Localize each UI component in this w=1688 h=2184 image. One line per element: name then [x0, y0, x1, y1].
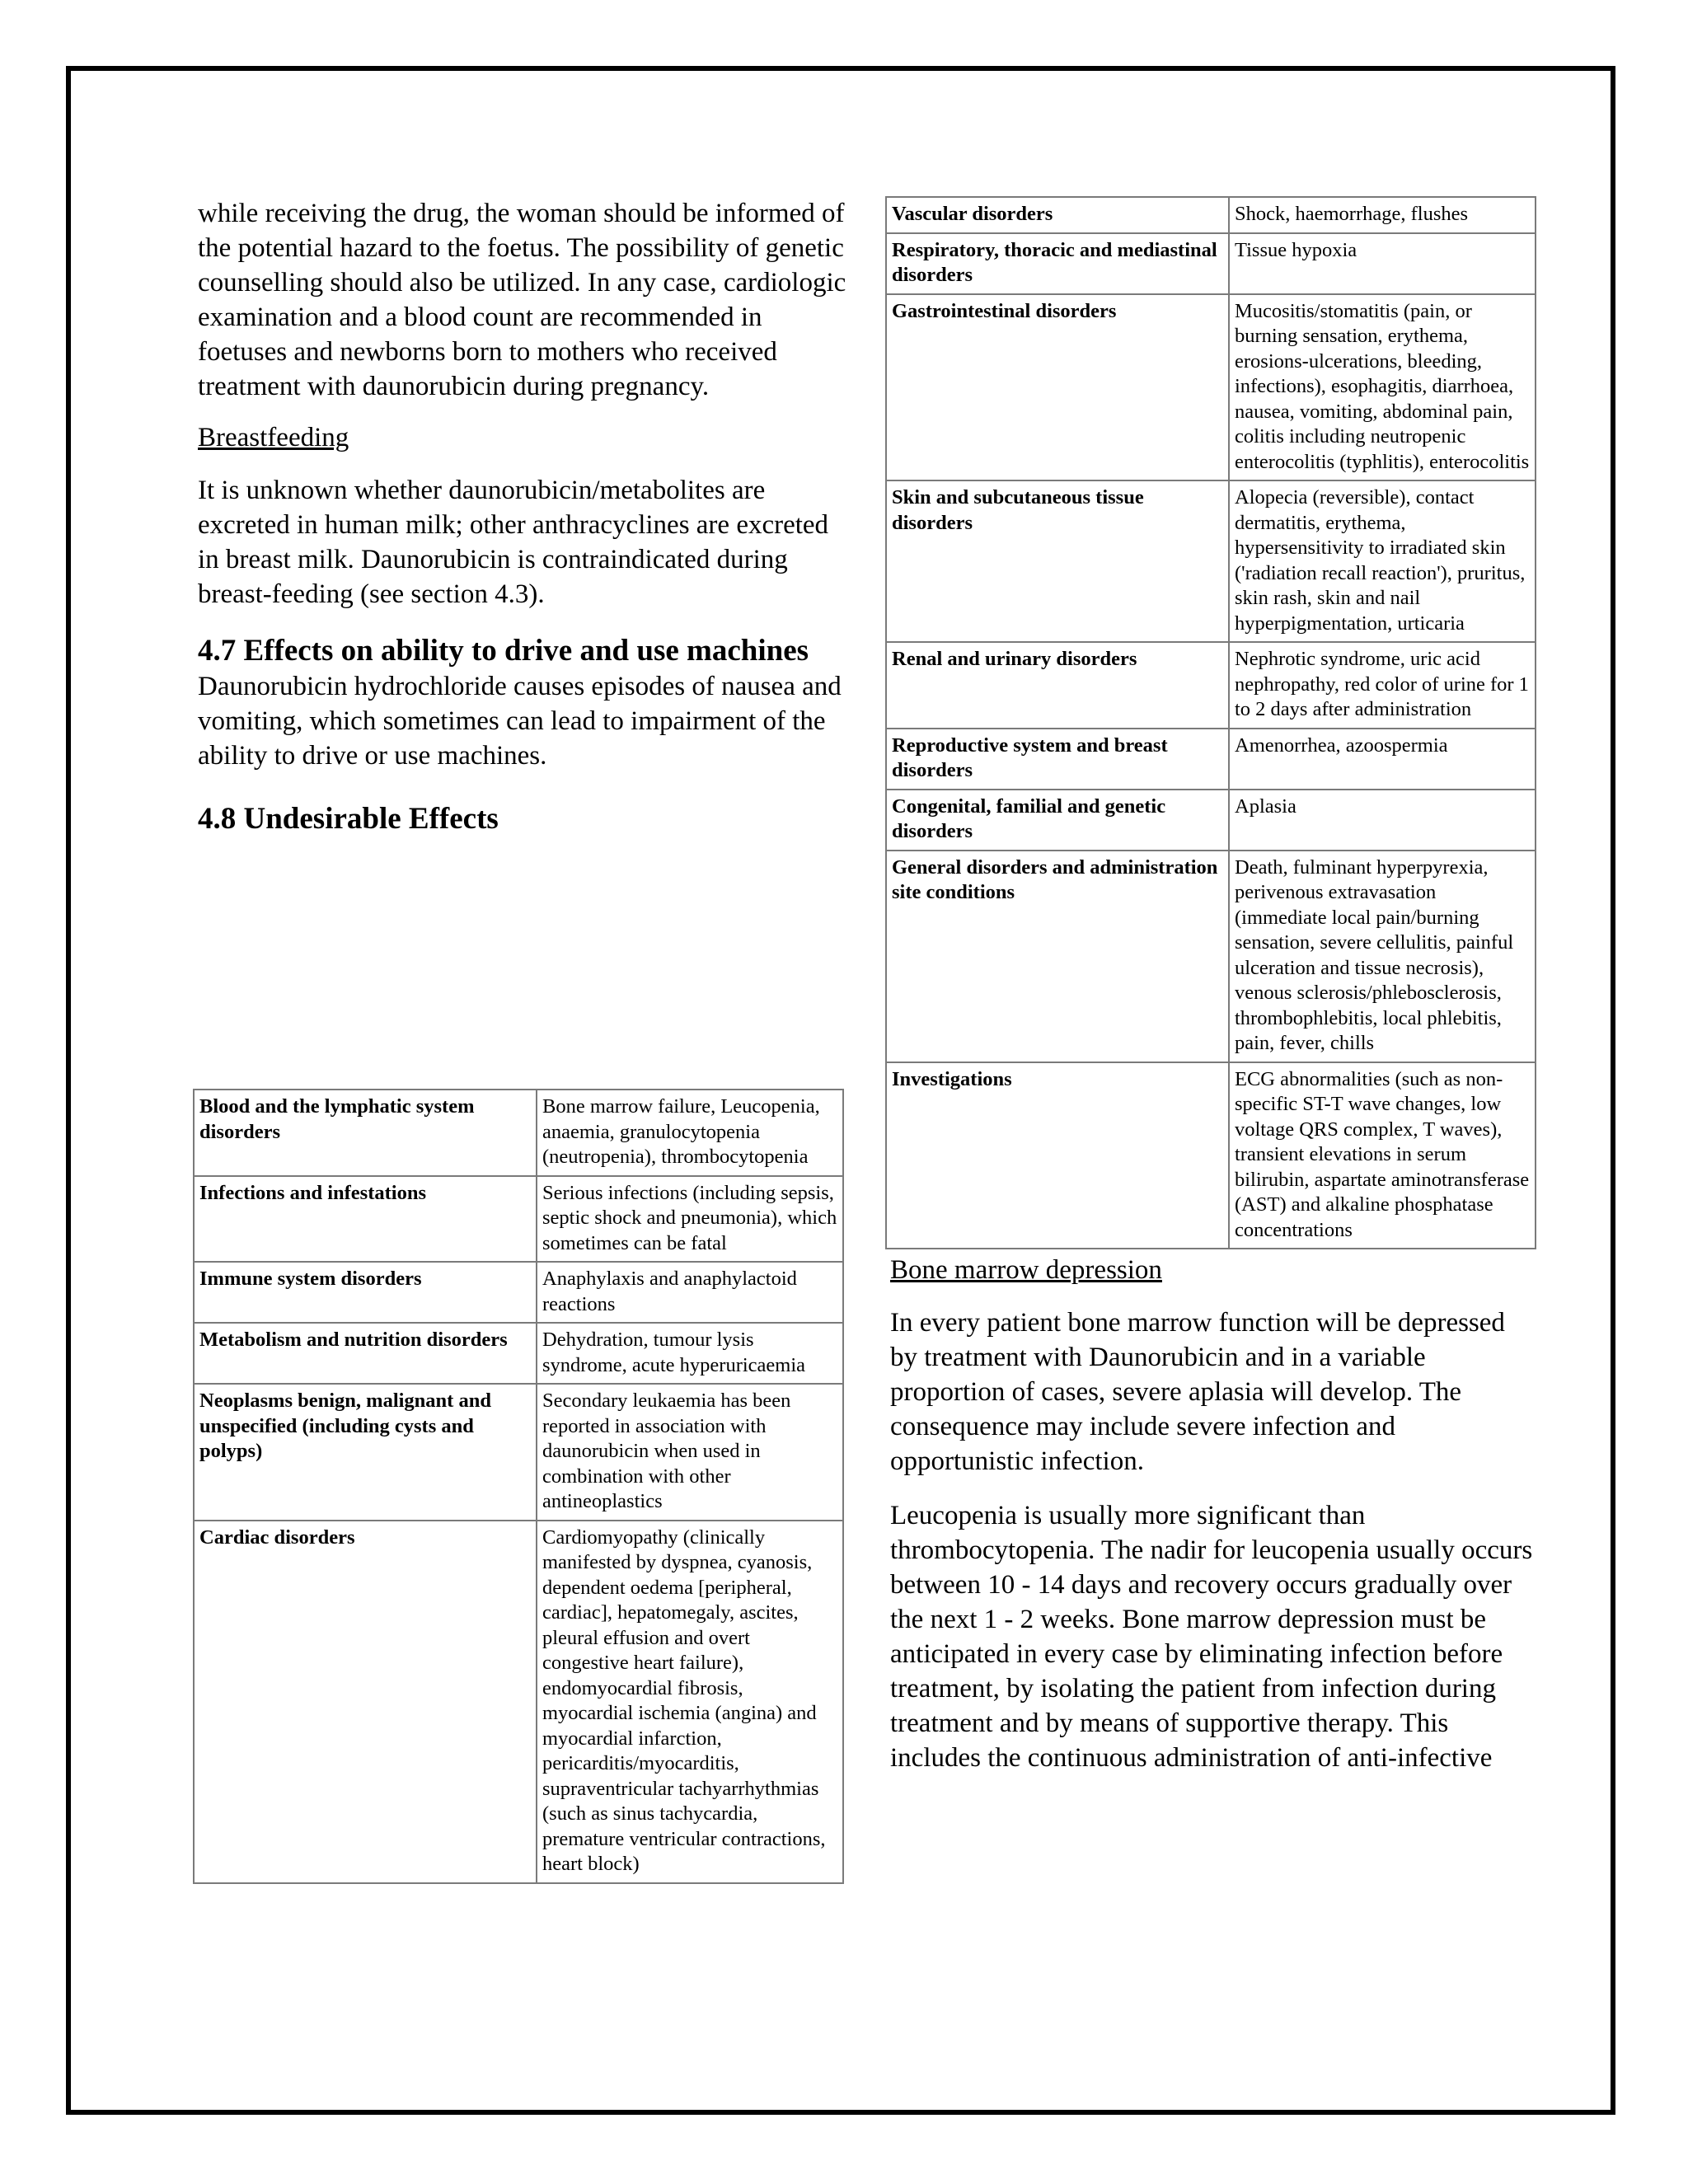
pregnancy-paragraph: while receiving the drug, the woman should be informed of the potential hazard to the foetus. The possibility of genetic counselling should also be utilized. In any case, cardiologic examination and a blood count are recommended in foetuses and newborns born to mothers who received treatment with daunorubicin during pregnancy. [198, 199, 846, 401]
table-row [886, 642, 1536, 729]
table-row [886, 790, 1536, 851]
table-row [886, 233, 1536, 294]
table-row [194, 1323, 843, 1384]
soc-cell: Immune system disorders [194, 1262, 537, 1323]
bone-marrow-paragraph-2: Leucopenia is usually more significant than thrombocytopenia. The nadir for leucopenia usually occurs between 10 - 14 days and recovery occurs gradually over the next 1 - 2 weeks. Bone marrow depression must be anticipated in every case by eliminating infection before treatment, by isolating the patient from infection during treatment and by means of supportive therapy. This includes the continuous administration of anti-infective [890, 1501, 1533, 1773]
soc-cell: Cardiac disorders [194, 1521, 537, 1883]
bone-marrow-paragraph-1: In every patient bone marrow function will be depressed by treatment with Daunorubicin and in a variable proportion of cases, severe aplasia will develop. The consequence may include severe infection and opportunistic infection. [890, 1308, 1505, 1476]
bone-marrow-heading: Bone marrow depression [890, 1255, 1162, 1285]
effects-cell: Aplasia [1229, 790, 1536, 851]
soc-cell: Renal and urinary disorders [886, 642, 1229, 729]
table-row [194, 1521, 843, 1883]
soc-cell: Reproductive system and breast disorders [886, 729, 1229, 790]
effects-cell: Cardiomyopathy (clinically manifested by dyspnea, cyanosis, dependent oedema [peripheral, cardiac], hepatomegaly, ascites, pleural effusion and overt congestive heart failure), endomyocardial fibrosis, myocardial ischemia (angina) and myocardial infarction, pericarditis/myocarditis, supraventricular tachyarrhythmias (such as sinus tachycardia, premature ventricular contractions, heart block) [537, 1521, 843, 1883]
section-4-8-heading: 4.8 Undesirable Effects [198, 802, 499, 836]
effects-cell: Mucositis/stomatitis (pain, or burning sensation, erythema, erosions-ulcerations, bleeding, infections), esophagitis, diarrhoea, nausea, vomiting, abdominal pain, colitis including neutropenic enterocolitis (typhlitis), enterocolitis [1229, 294, 1536, 481]
soc-cell: Blood and the lymphatic system disorders [194, 1090, 537, 1176]
table-row [886, 294, 1536, 481]
breastfeeding-heading: Breastfeeding [198, 423, 349, 452]
effects-cell: Serious infections (including sepsis, septic shock and pneumonia), which sometimes can be fatal [537, 1176, 843, 1263]
table-row [194, 1384, 843, 1521]
soc-cell: Investigations [886, 1062, 1229, 1249]
soc-cell: Congenital, familial and genetic disorders [886, 790, 1229, 851]
effects-cell: Nephrotic syndrome, uric acid nephropathy, red color of urine for 1 to 2 days after administration [1229, 642, 1536, 729]
soc-cell: Respiratory, thoracic and mediastinal disorders [886, 233, 1229, 294]
table-row [194, 1176, 843, 1263]
table-row [194, 1090, 843, 1176]
effects-cell: Bone marrow failure, Leucopenia, anaemia, granulocytopenia (neutropenia), thrombocytopenia [537, 1090, 843, 1176]
left-column [198, 196, 849, 837]
effects-cell: Secondary leukaemia has been reported in association with daunorubicin when used in combination with other antineoplastics [537, 1384, 843, 1521]
soc-cell: Skin and subcutaneous tissue disorders [886, 480, 1229, 642]
table-row [886, 197, 1536, 233]
effects-cell: Dehydration, tumour lysis syndrome, acute hyperuricaemia [537, 1323, 843, 1384]
bone-marrow-section [890, 1253, 1533, 1775]
soc-cell: General disorders and administration site conditions [886, 851, 1229, 1062]
section-4-7-heading: 4.7 Effects on ability to drive and use machines [198, 634, 809, 668]
soc-cell: Metabolism and nutrition disorders [194, 1323, 537, 1384]
section-4-7-paragraph: Daunorubicin hydrochloride causes episodes of nausea and vomiting, which sometimes can lead to impairment of the ability to drive or use machines. [198, 672, 842, 771]
soc-cell: Gastrointestinal disorders [886, 294, 1229, 481]
effects-cell: Shock, haemorrhage, flushes [1229, 197, 1536, 233]
adverse-effects-table-right [885, 196, 1536, 1249]
adverse-effects-table-left [193, 1089, 844, 1884]
effects-cell: Tissue hypoxia [1229, 233, 1536, 294]
soc-cell: Neoplasms benign, malignant and unspecified (including cysts and polyps) [194, 1384, 537, 1521]
table-row [886, 851, 1536, 1062]
effects-cell: Amenorrhea, azoospermia [1229, 729, 1536, 790]
table-row [886, 480, 1536, 642]
effects-cell: Alopecia (reversible), contact dermatitis, erythema, hypersensitivity to irradiated skin ('radiation recall reaction'), pruritus, skin rash, skin and nail hyperpigmentation, urticaria [1229, 480, 1536, 642]
effects-cell: Death, fulminant hyperpyrexia, perivenous extravasation (immediate local pain/burning sensation, severe cellulitis, painful ulceration and tissue necrosis), venous sclerosis/phlebosclerosis, thrombophlebitis, local phlebitis, pain, fever, chills [1229, 851, 1536, 1062]
table-row [194, 1262, 843, 1323]
soc-cell: Infections and infestations [194, 1176, 537, 1263]
effects-cell: Anaphylaxis and anaphylactoid reactions [537, 1262, 843, 1323]
table-row [886, 729, 1536, 790]
effects-cell: ECG abnormalities (such as non-specific ST-T wave changes, low voltage QRS complex, T waves), transient elevations in serum bilirubin, aspartate aminotransferase (AST) and alkaline phosphatase concentrations [1229, 1062, 1536, 1249]
soc-cell: Vascular disorders [886, 197, 1229, 233]
table-row [886, 1062, 1536, 1249]
breastfeeding-paragraph: It is unknown whether daunorubicin/metabolites are excreted in human milk; other anthracyclines are excreted in breast milk. Daunorubicin is contraindicated during breast-feeding (see section 4.3). [198, 476, 829, 609]
